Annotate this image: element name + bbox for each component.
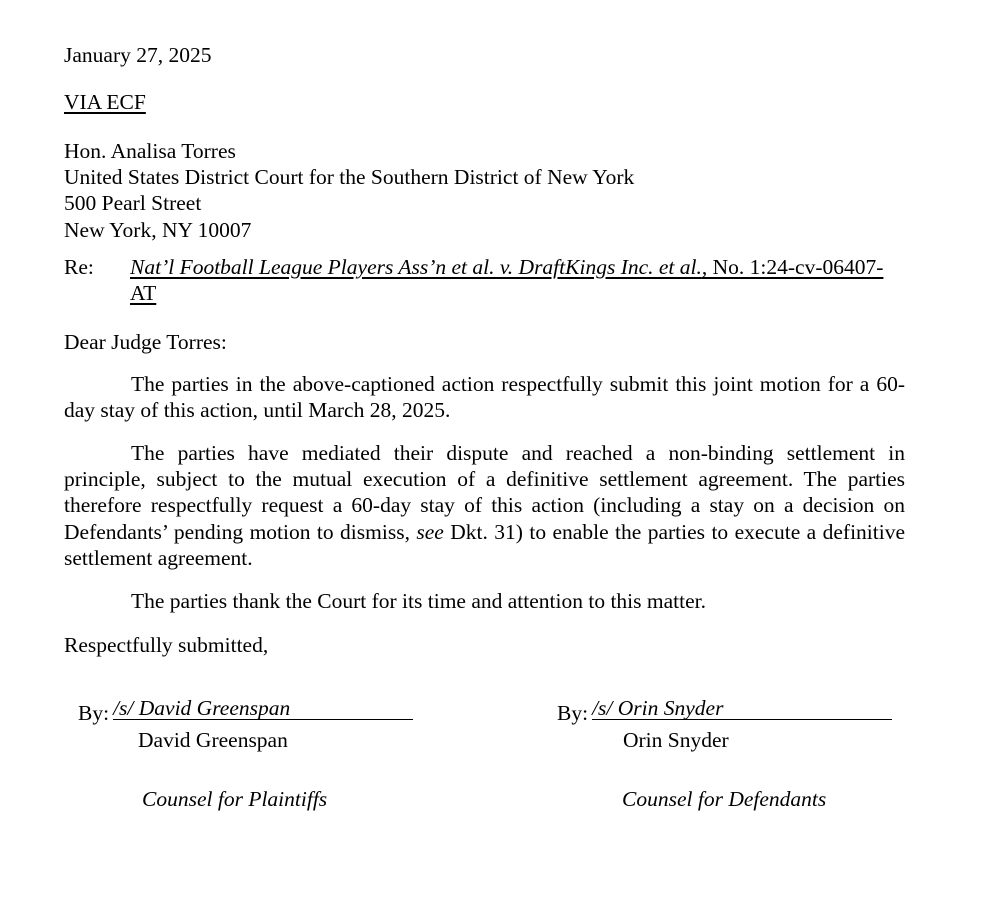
printed-name-right: Orin Snyder: [623, 728, 729, 752]
counsel-role-right: Counsel for Defendants: [622, 787, 827, 811]
electronic-signature-left: /s/ David Greenspan: [113, 696, 291, 720]
counsel-role-left: Counsel for Plaintiffs: [142, 787, 328, 811]
paragraph-2-part-2: Dkt. 31) to enable the parties to execute a definitive settlement agreement.: [64, 519, 905, 571]
filing-method-label: VIA ECF: [64, 90, 146, 114]
paragraph-2-part-1: The parties have mediated their dispute and reached a non-binding settlement in principle, subject to the mutual execution of a definitive settlement agreement. The parties therefore respectfully request a 60-day stay of this action (including a stay on a decision on Defendants’ pending motion to dismiss,: [64, 440, 905, 544]
letter-date: January 27, 2025: [64, 43, 212, 67]
signature-block-plaintiffs: [78, 696, 458, 812]
printed-name-left: David Greenspan: [138, 728, 288, 752]
recipient-city-state-zip: New York, NY 10007: [64, 217, 252, 242]
case-caption-text: [130, 254, 905, 307]
closing-line: Respectfully submitted,: [64, 633, 269, 658]
signature-byline-left: [78, 696, 458, 726]
recipient-court: United States District Court for the Southern District of New York: [64, 165, 635, 190]
signature-block-defendants: [557, 696, 937, 812]
case-number: , No. 1:24-cv-06407-AT: [130, 254, 884, 306]
signature-byline-right: [557, 696, 937, 726]
re-label: Re:: [64, 254, 94, 279]
signature-rule-right: [592, 696, 892, 720]
letter-body: [64, 42, 905, 658]
paragraph-2: [64, 440, 905, 572]
electronic-signature-right: /s/ Orin Snyder: [592, 696, 724, 720]
recipient-name: Hon. Analisa Torres: [64, 139, 236, 163]
signature-area: [0, 696, 1005, 812]
signature-row: [0, 696, 1005, 812]
by-label-left: By:: [78, 701, 110, 725]
case-name: Nat’l Football League Players Ass’n et al. v. DraftKings Inc. et al.: [130, 254, 702, 279]
paragraph-1: The parties in the above-captioned action respectfully submit this joint motion for a 60-day stay of this action, until March 28, 2025.: [64, 371, 905, 423]
by-label-right: By:: [557, 701, 589, 725]
recipient-address-block: [64, 138, 905, 243]
salutation: Dear Judge Torres:: [64, 329, 227, 354]
signature-rule-left: [113, 696, 413, 720]
recipient-street: 500 Pearl Street: [64, 191, 202, 216]
paragraph-2-signal-see: see: [416, 519, 444, 544]
case-caption: [64, 254, 905, 307]
paragraph-3: The parties thank the Court for its time and attention to this matter.: [131, 588, 706, 613]
